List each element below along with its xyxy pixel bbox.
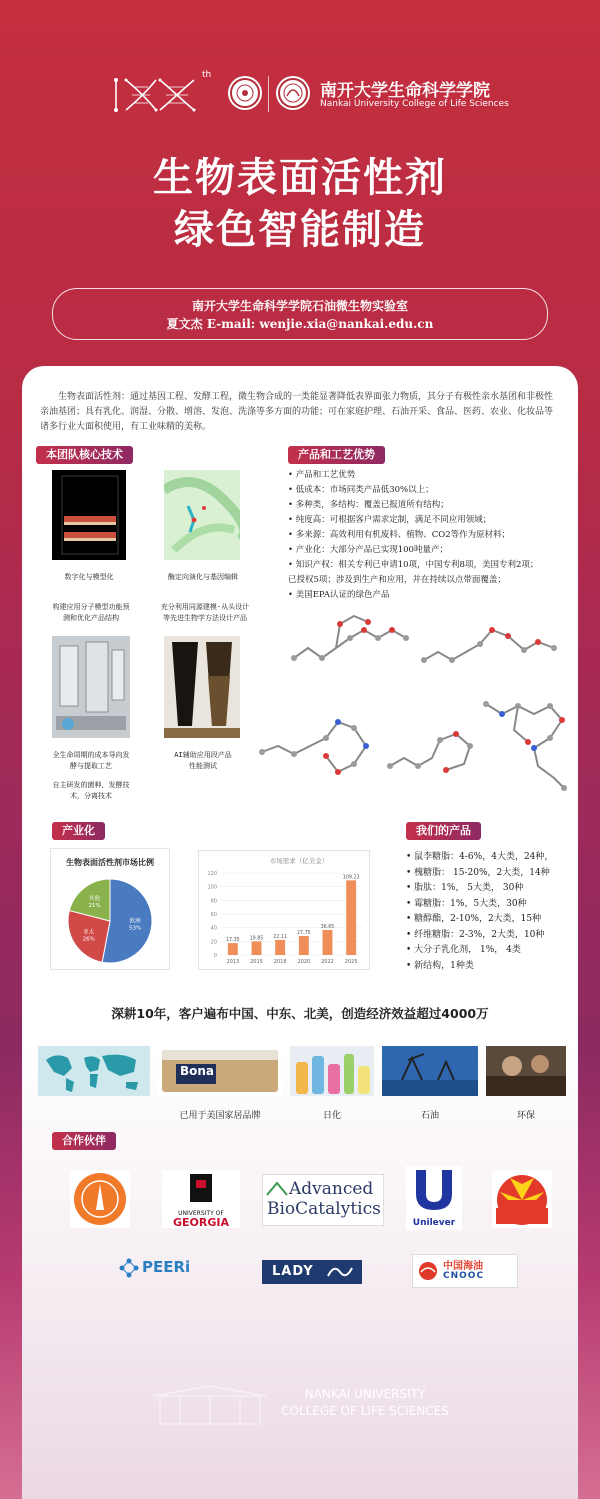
bar-category-label: 2022 (321, 959, 334, 965)
pie-label-0: 欧洲 (129, 918, 141, 925)
footer-building-logo (150, 1382, 270, 1428)
product-item: • 糖醇酯，2-10%，2大类，15种 (406, 914, 542, 924)
cnooc-en: CNOOC (443, 1271, 485, 1281)
petrochina-logo (492, 1170, 552, 1228)
bar-2013 (228, 943, 238, 955)
bar-ytick-label: 0 (213, 953, 217, 959)
bar-category-label: 2015 (250, 959, 263, 965)
cnooc-logo (412, 1254, 518, 1288)
bar-2022 (323, 930, 333, 955)
caption-design-1: 充分利用同源建模·从头设计 (160, 603, 250, 611)
achievement-headline: 深耕10年，客户遍布中国、中东、北美，创造经济效益超过4000万 (111, 1006, 489, 1021)
advantage-item: • 低成本：市场同类产品低30%以上； (288, 485, 434, 495)
advantage-item: • 美国EPA认证的绿色产品 (288, 590, 390, 600)
bar-2025 (346, 880, 356, 955)
bar-ytick-label: 80 (210, 898, 217, 905)
product-item: • 槐糖脂： 15-20%，2大类，14种 (406, 867, 550, 878)
logo-superscript: th (202, 70, 212, 80)
bar-ytick-label: 40 (210, 925, 217, 932)
partners-tag: 合作伙伴 (52, 1132, 116, 1150)
bar-category-label: 2018 (273, 959, 287, 965)
advantages-list (288, 468, 568, 603)
uga-line-2: GEORGIA (173, 1216, 229, 1229)
bar-chart-box (198, 850, 370, 970)
caption-environmental: 环保 (516, 1111, 535, 1121)
industrial-tag: 产业化 (52, 822, 105, 840)
bar-ytick-label: 20 (210, 939, 217, 946)
bar-value-label: 109.23 (342, 875, 360, 881)
molecule-structure-2 (420, 614, 560, 674)
advanced-biocatalytics-logo (262, 1174, 384, 1226)
product-test-image (164, 636, 240, 738)
molecule-structure-4 (384, 706, 484, 786)
caption-design-2: 等先进生物学方法设计产品 (163, 614, 247, 622)
caption-oil: 石油 (420, 1111, 439, 1121)
lady-logo (262, 1260, 362, 1284)
footer-university: NANKAI UNIVERSITY (304, 1387, 426, 1401)
bar-ytick-label: 60 (210, 912, 217, 918)
bar-2018 (275, 940, 285, 955)
caption-home-brand: 已用于美国家居品牌 (179, 1111, 261, 1121)
core-tech-tag: 本团队核心技术 (36, 446, 133, 464)
peer-logo (118, 1254, 204, 1282)
pie-chart-box (50, 848, 170, 970)
advantage-item: • 纯度高：可根据客户需求定制，满足不同应用领域； (288, 515, 492, 525)
cnooc-cn: 中国海油 (443, 1261, 483, 1272)
bar-2015 (252, 941, 262, 955)
uga-logo (162, 1170, 240, 1228)
content-card (22, 366, 578, 1499)
advantage-item: • 多来源：高效利用有机废料、植物、CO2等作为原材料； (288, 530, 511, 540)
oil-industry-image (382, 1046, 478, 1096)
unilever-logo (406, 1166, 462, 1230)
advantage-item: • 产业化：大部分产品已实现100吨量产； (288, 545, 448, 555)
pie-label-2: 其他 (89, 896, 101, 903)
product-item: • 新结构，1种类 (406, 960, 474, 971)
advantage-item: • 多种类，多结构：覆盖已报道所有结构； (288, 500, 449, 510)
college-name-en: Nankai University College of Life Sciences (320, 99, 509, 109)
caption-daily-chemicals: 日化 (322, 1111, 341, 1121)
our-products-list (406, 850, 576, 974)
molecular-dynamics-image (52, 470, 126, 560)
bar-2020 (299, 936, 309, 955)
nankai-seal-logo (228, 76, 262, 110)
caption-lifecycle-1: 全生命周期的成本导向发 (52, 751, 130, 759)
centennial-dna-logo (104, 72, 214, 116)
caption-strain-1: 自主研发的菌种，发酵技 (52, 781, 130, 789)
caltech-logo (70, 1170, 130, 1228)
lab-contact: 夏文杰 E-mail: wenjie.xia@nankai.edu.cn (166, 317, 434, 331)
pie-label-1: 亚太 (83, 929, 95, 936)
college-name-cn: 南开大学生命科学学院 (320, 81, 490, 101)
molecule-structure-5 (478, 690, 570, 792)
caption-digitalization: 数字化与模型化 (64, 573, 114, 581)
fermentation-equipment-image (52, 636, 130, 738)
bar-ytick-label: 120 (207, 871, 217, 877)
market-demand-bar-chart (199, 851, 369, 969)
pie-chart-title: 生物表面活性剂市场比例 (66, 858, 154, 867)
caption-strain-2: 术，分离技术 (70, 792, 112, 800)
molecule-structure-1 (288, 608, 418, 678)
world-map-image (38, 1046, 150, 1096)
bar-ytick-label: 100 (207, 884, 217, 891)
pie-label-pct-1: 26% (82, 936, 95, 943)
caption-model-1: 构建应用分子模型功能预 (52, 603, 130, 611)
bar-value-label: 19.85 (249, 936, 264, 942)
product-item: • 大分子乳化剂， 1%， 4类 (406, 945, 521, 955)
abc-line-1: Advanced (289, 1179, 374, 1199)
enzyme-structure-image (164, 470, 240, 560)
product-item: • 脂肽：1%， 5大类， 30种 (406, 883, 524, 893)
caption-enzyme-evolution: 酶定向演化与基因编辑 (168, 573, 238, 581)
caption-lifecycle-2: 酵与提取工艺 (70, 762, 112, 770)
logo-divider (268, 76, 269, 112)
bar-category-label: 2020 (297, 959, 311, 965)
pie-label-pct-2: 21% (88, 903, 101, 910)
lab-name: 南开大学生命科学学院石油微生物实验室 (191, 299, 408, 313)
our-products-tag: 我们的产品 (406, 822, 481, 840)
molecule-structure-3 (258, 702, 382, 788)
bona-logo: Bona (180, 1064, 215, 1078)
product-item: • 纤维糖脂：2-3%，2大类，10种 (406, 929, 545, 940)
lab-info-box (52, 288, 548, 340)
bar-chart-title: 市场需求（亿美金） (269, 857, 329, 865)
poster-title (0, 152, 600, 256)
footer-college: COLLEGE OF LIFE SCIENCES (281, 1404, 449, 1418)
product-item: • 鼠李糖脂：4-6%，4大类，24种， (406, 852, 554, 862)
bar-category-label: 2025 (344, 959, 358, 965)
advantage-item: • 产品和工艺优势 (288, 470, 356, 480)
bar-value-label: 22.11 (273, 934, 288, 940)
caption-ai-test-2: 性能测试 (189, 762, 217, 770)
bar-value-label: 17.35 (225, 938, 240, 944)
life-sciences-seal-logo (276, 76, 310, 110)
market-share-pie-chart (51, 849, 169, 969)
bar-value-label: 27.75 (296, 931, 311, 937)
bona-product-image (158, 1046, 282, 1096)
advantages-tag: 产品和工艺优势 (288, 446, 385, 464)
daily-chemicals-image (290, 1046, 374, 1096)
uga-line-1: UNIVERSITY OF (178, 1210, 224, 1217)
lady-wordmark: LADY (272, 1264, 314, 1279)
header-logos (0, 72, 600, 116)
title-line-2: 绿色智能制造 (174, 207, 426, 253)
title-line-1: 生物表面活性剂 (153, 155, 447, 201)
intro-paragraph: 生物表面活性剂：通过基因工程、发酵工程，微生物合成的一类能显著降低表界面张力物质，其分子有极性亲水基团和非极性亲油基团；具有乳化、润湿、分散、增溶、发泡、洗涤等多方面的功能；可在家庭护理、石油开采、食品、医药、农业、化妆品等诸多行业大面积使用，有工业味精的美称。 (40, 392, 554, 432)
pie-label-pct-0: 53% (128, 925, 142, 932)
caption-model-2: 测和优化产品结构 (63, 614, 119, 622)
caption-ai-test-1: AI辅助应用段产品 (174, 751, 232, 759)
peer-wordmark: PEERi (142, 1258, 191, 1276)
abc-line-2: BioCatalytics (267, 1199, 381, 1219)
advantage-item: 已授权5项；涉及到生产和应用，并在持续以点带面覆盖； (288, 575, 506, 585)
product-item: • 霉糖脂：1%，5大类，30种 (406, 898, 527, 909)
environmental-image (486, 1046, 566, 1096)
advantage-item: • 知识产权：相关专利已申请10项，中国专利8项，美国专利2项； (288, 560, 539, 570)
bar-value-label: 36.65 (320, 924, 335, 930)
bar-category-label: 2013 (226, 959, 240, 965)
unilever-wordmark: Unilever (412, 1218, 456, 1228)
